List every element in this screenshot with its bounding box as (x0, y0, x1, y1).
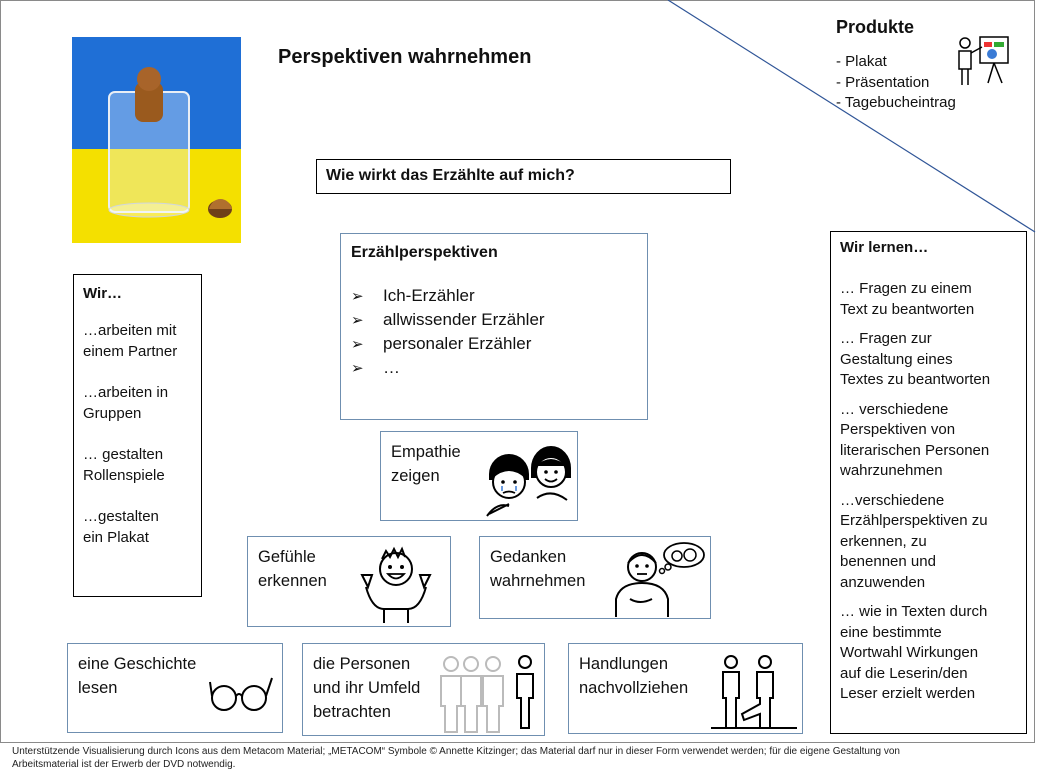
wir-lernen-box (830, 231, 1027, 734)
question-box: Wie wirkt das Erzählte auf mich? (316, 159, 731, 194)
produkte-heading: Produkte (836, 17, 915, 37)
list-item: ➢ allwissender Erzähler (351, 310, 545, 329)
list-item: … Fragen zu einem Text zu beantworten (840, 280, 975, 318)
wir-box (73, 274, 202, 597)
arrow-bullet-icon: ➢ (351, 360, 364, 377)
card-label: Gedanken wahrnehmen (490, 548, 586, 590)
arrow-bullet-icon: ➢ (351, 336, 364, 353)
produkte-item: - Tagebucheintrag (836, 94, 956, 111)
cover-photo (72, 37, 241, 243)
geschichte-card (67, 643, 283, 733)
page-title: Perspektiven wahrnehmen (278, 46, 532, 68)
card-label: eine Geschichte lesen (78, 655, 197, 697)
list-item: … verschiedene Perspektiven von literarischen Personen wahrzunehmen (840, 400, 990, 479)
footer-line: Unterstützende Visualisierung durch Icons aus dem Metacom Material; „METACOM“ Symbole © Annette Kitzinger; das Material darf nur in dieser Form verwendet werden; für die eigene Gestaltung von (12, 746, 900, 757)
arrow-bullet-icon: ➢ (351, 288, 364, 305)
list-item: ➢ Ich-Erzähler (351, 286, 475, 305)
card-label: die Personen und ihr Umfeld betrachten (313, 655, 421, 721)
gefuehle-card (247, 536, 451, 627)
footer-line: Arbeitsmaterial ist der Erwerb der DVD notwendig. (12, 759, 236, 770)
card-label: Handlungen nachvollziehen (579, 655, 689, 697)
list-item: … Fragen zur Gestaltung eines Textes zu beantworten (840, 330, 991, 388)
wir-lernen-heading: Wir lernen… (840, 239, 929, 256)
list-item: …verschiedene Erzählperspektiven zu erkennen, zu benennen und anzuwenden (840, 491, 988, 591)
erzaehlperspektiven-heading: Erzählperspektiven (351, 244, 498, 261)
arrow-bullet-icon: ➢ (351, 312, 364, 329)
erzaehlperspektiven-box (340, 233, 648, 420)
list-item: …gestalten ein Plakat (83, 508, 159, 546)
wir-heading: Wir… (83, 285, 123, 302)
list-item: …arbeiten in Gruppen (83, 384, 169, 422)
list-item: ➢ … (351, 358, 400, 377)
gedanken-card (479, 536, 711, 619)
empathie-card (380, 431, 578, 521)
list-item: ➢ personaler Erzähler (351, 334, 532, 353)
card-label: Empathie zeigen (391, 443, 461, 485)
presentation-icon (952, 33, 1012, 87)
card-label: Gefühle erkennen (258, 548, 327, 590)
handlungen-card (568, 643, 803, 734)
footer-note (12, 745, 1022, 771)
list-item: … wie in Texten durch eine bestimmte Wortwahl Wirkungen auf die Leserin/den Leser erzielt werden (840, 603, 988, 702)
list-item: …arbeiten mit einem Partner (83, 322, 178, 360)
produkte-item: - Präsentation (836, 73, 930, 91)
list-item: … gestalten Rollenspiele (83, 446, 165, 484)
produkte-list (836, 52, 956, 114)
produkte-item: - Plakat (836, 53, 887, 70)
personen-card (302, 643, 545, 736)
